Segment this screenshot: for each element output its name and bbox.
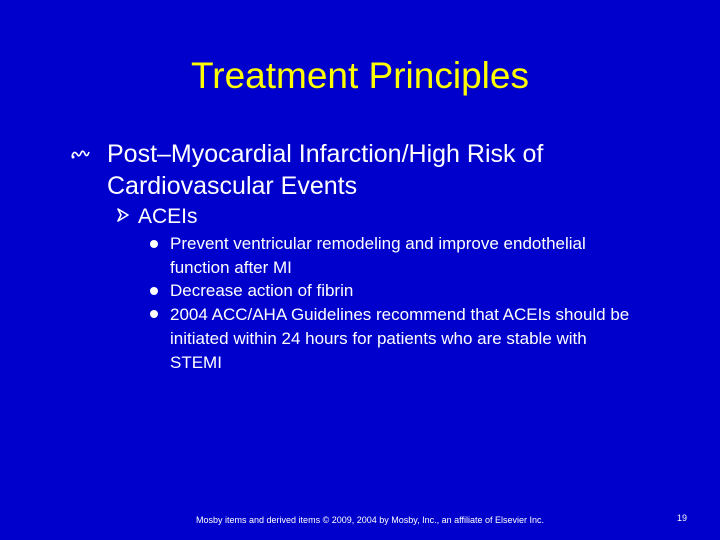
bullet-level3-text: 2004 ACC/AHA Guidelines recommend that ACEIs should be initiated within 24 hours for patients who are stable with STEMI [170,305,630,372]
decorative-bullet-icon [70,147,90,161]
bullet-level3-item [150,279,630,303]
bullet-level3-item [150,303,630,375]
arrow-bullet-icon [115,207,131,223]
bullet-level3-item [150,232,630,280]
slide-title: Treatment Principles [191,55,529,96]
bullet-level1: Post–Myocardial Infarction/High Risk of Cardiovascular Events [107,140,544,200]
bullet-level3-text: Prevent ventricular remodeling and improve endothelial function after MI [170,234,586,277]
page-number: 19 [676,513,687,523]
bullet-level3-text: Decrease action of fibrin [170,281,354,300]
bullet-level2: ACEIs [138,205,198,228]
copyright-footer: Mosby items and derived items © 2009, 2004 by Mosby, Inc., an affiliate of Elsevier Inc. [196,515,544,525]
